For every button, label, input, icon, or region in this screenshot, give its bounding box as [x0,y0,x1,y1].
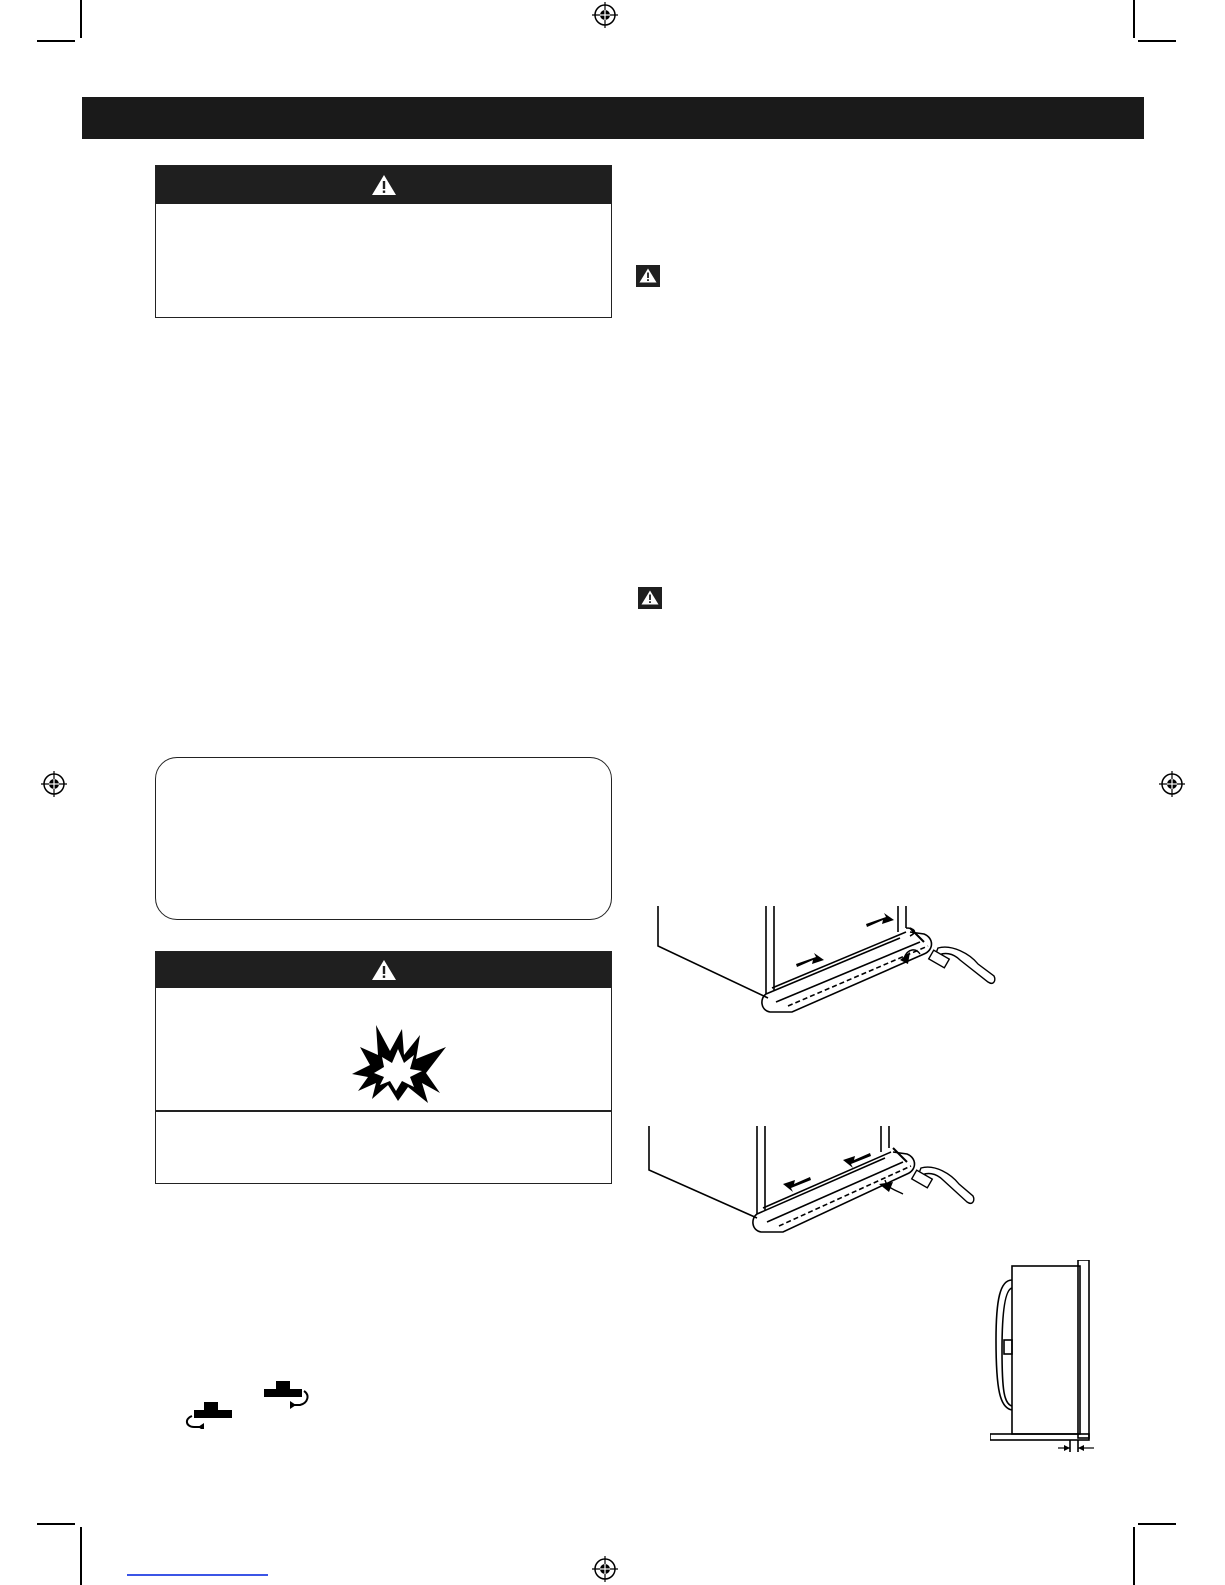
crop-mark [80,1527,82,1585]
notice-box [155,757,612,920]
crop-mark [1138,40,1176,42]
explosion-icon [348,1021,450,1105]
leveling-rotate-icons [178,1377,313,1429]
registration-mark-icon [591,1555,619,1583]
kickplate-removal-illustration [648,902,1003,1024]
warning-triangle-icon [639,268,657,283]
warning-header [156,166,611,204]
side-clearance-illustration [990,1260,1105,1456]
warning-triangle-icon [371,959,397,981]
kickplate-install-illustration [641,1122,981,1244]
warning-triangle-icon [371,174,397,196]
side-warning-icon [636,265,660,287]
warning-header [156,952,611,988]
warning-triangle-icon [641,590,659,605]
registration-mark-icon [1158,770,1186,798]
crop-mark [1133,1527,1135,1585]
crop-mark [80,0,82,38]
footer-link-underline[interactable] [127,1574,268,1576]
side-warning-icon [638,587,662,609]
registration-mark-icon [40,770,68,798]
section-header-bar [82,97,1144,139]
warning-divider [156,1110,611,1112]
warning-box [155,165,612,318]
crop-mark [1133,0,1135,38]
crop-mark [37,40,75,42]
crop-mark [37,1523,75,1525]
explosion-warning-box [155,951,612,1184]
registration-mark-icon [591,1,619,29]
crop-mark [1138,1523,1176,1525]
